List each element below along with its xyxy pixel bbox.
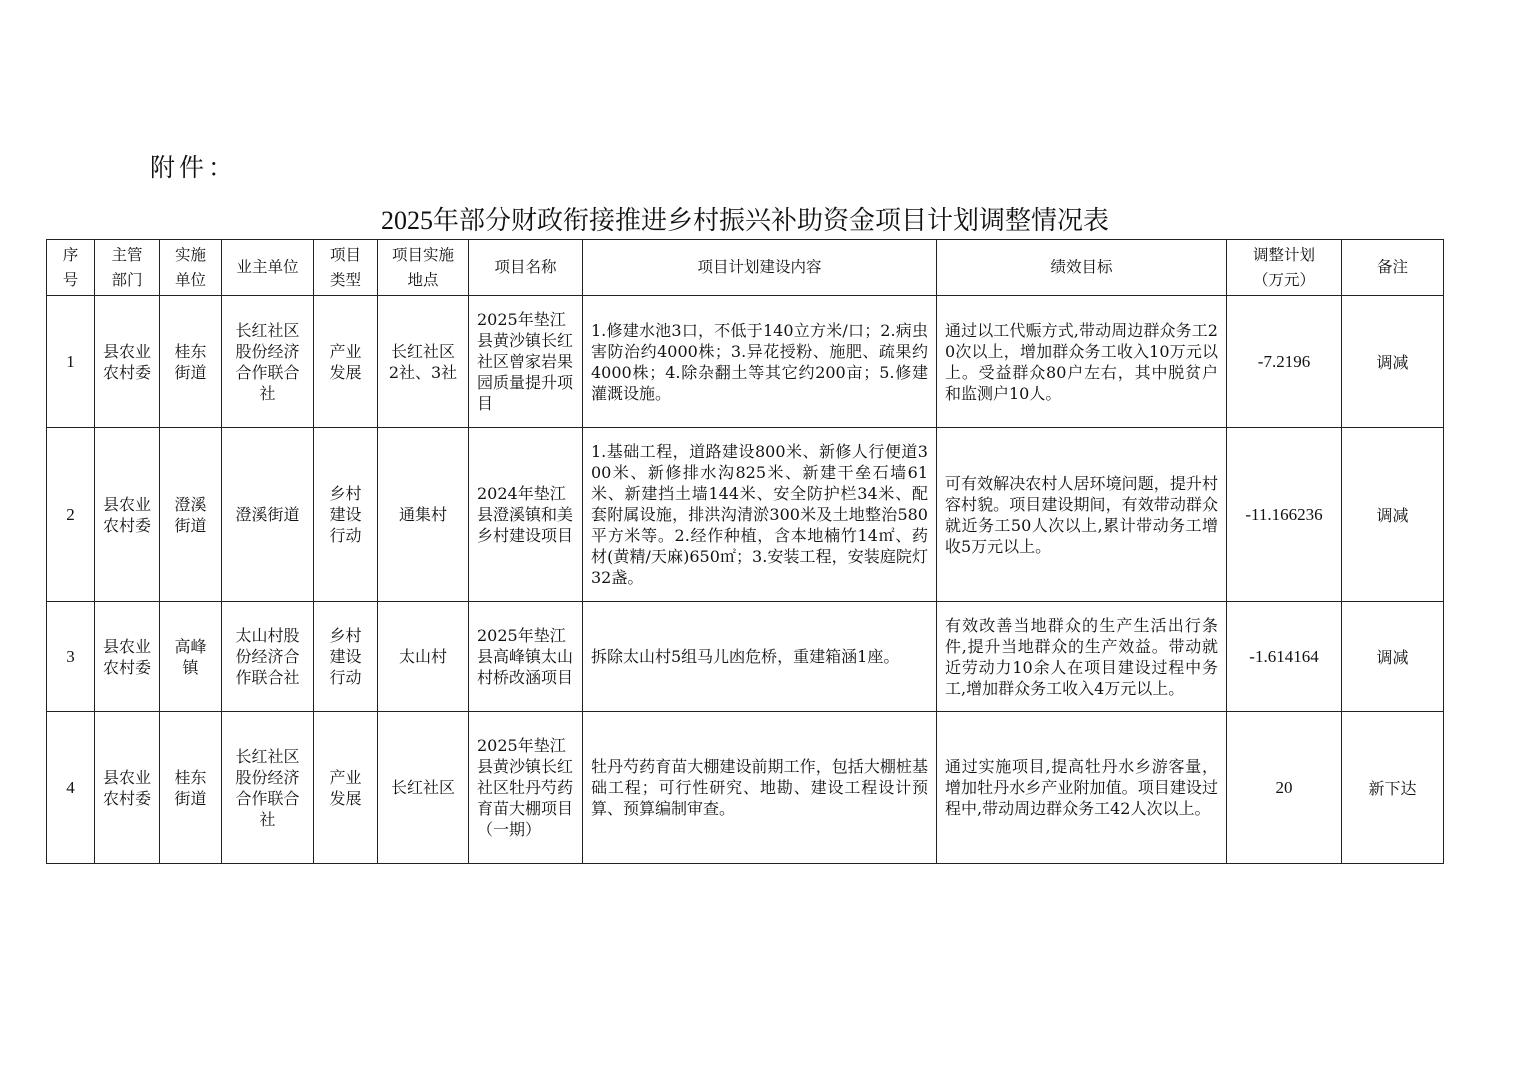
row-impl: 高峰镇 bbox=[160, 602, 222, 712]
row-seq: 3 bbox=[47, 602, 95, 712]
row-impl: 桂东街道 bbox=[160, 296, 222, 428]
table-row bbox=[47, 602, 1444, 712]
header-owner: 业主单位 bbox=[222, 240, 314, 296]
table-row bbox=[47, 296, 1444, 428]
row-impl: 桂东街道 bbox=[160, 712, 222, 864]
row-owner: 长红社区股份经济合作联合社 bbox=[222, 712, 314, 864]
header-type: 项目类型 bbox=[314, 240, 378, 296]
row-target: 通过以工代赈方式,带动周边群众务工20次以上，增加群众务工收入10万元以上。受益群众80户左右，其中脱贫户和监测户10人。 bbox=[937, 296, 1227, 428]
header-impl: 实施单位 bbox=[160, 240, 222, 296]
header-note: 备注 bbox=[1342, 240, 1444, 296]
row-content: 牡丹芍药育苗大棚建设前期工作，包括大棚桩基础工程；可行性研究、地勘、建设工程设计预算、预算编制审查。 bbox=[583, 712, 937, 864]
row-target: 可有效解决农村人居环境问题，提升村容村貌。项目建设期间，有效带动群众就近务工50人次以上,累计带动务工增收5万元以上。 bbox=[937, 428, 1227, 602]
table-row bbox=[47, 428, 1444, 602]
row-owner: 太山村股份经济合作联合社 bbox=[222, 602, 314, 712]
header-seq: 序号 bbox=[47, 240, 95, 296]
row-type: 产业发展 bbox=[314, 712, 378, 864]
row-adjust: -1.614164 bbox=[1227, 602, 1342, 712]
header-target: 绩效目标 bbox=[937, 240, 1227, 296]
row-adjust: 20 bbox=[1227, 712, 1342, 864]
row-seq: 4 bbox=[47, 712, 95, 864]
row-type: 产业发展 bbox=[314, 296, 378, 428]
row-seq: 2 bbox=[47, 428, 95, 602]
document-title: 2025年部分财政衔接推进乡村振兴补助资金项目计划调整情况表 bbox=[380, 206, 1109, 235]
row-target: 通过实施项目,提高牡丹水乡游客量，增加牡丹水乡产业附加值。项目建设过程中,带动周边群众务工42人次以上。 bbox=[937, 712, 1227, 864]
row-location: 长红社区2社、3社 bbox=[378, 296, 469, 428]
header-location: 项目实施地点 bbox=[378, 240, 469, 296]
row-type: 乡村建设行动 bbox=[314, 602, 378, 712]
attachment-label: 附件： bbox=[150, 153, 238, 182]
header-dept: 主管部门 bbox=[95, 240, 160, 296]
header-content: 项目计划建设内容 bbox=[583, 240, 937, 296]
row-note: 调减 bbox=[1342, 602, 1444, 712]
project-plan-table bbox=[46, 239, 1444, 864]
row-dept: 县农业农村委 bbox=[95, 602, 160, 712]
row-dept: 县农业农村委 bbox=[95, 428, 160, 602]
row-location: 太山村 bbox=[378, 602, 469, 712]
row-location: 长红社区 bbox=[378, 712, 469, 864]
row-project-name: 2025年垫江县黄沙镇长红社区牡丹芍药育苗大棚项目（一期） bbox=[469, 712, 583, 864]
row-adjust: -7.2196 bbox=[1227, 296, 1342, 428]
row-project-name: 2025年垫江县黄沙镇长红社区曾家岩果园质量提升项目 bbox=[469, 296, 583, 428]
row-content: 1.基础工程，道路建设800米、新修人行便道300米、新修排水沟825米、新建干垒石墙61米、新建挡土墙144米、安全防护栏34米、配套附属设施，排洪沟清淤300米及土地整治580平方米等。2.经作种植，含本地楠竹14㎡、药材(黄精/天麻)650㎡；3.安装工程，安装庭院灯32盏。 bbox=[583, 428, 937, 602]
row-owner: 澄溪街道 bbox=[222, 428, 314, 602]
row-type: 乡村建设行动 bbox=[314, 428, 378, 602]
row-note: 调减 bbox=[1342, 296, 1444, 428]
row-content: 拆除太山村5组马儿凼危桥，重建箱涵1座。 bbox=[583, 602, 937, 712]
row-project-name: 2025年垫江县高峰镇太山村桥改涵项目 bbox=[469, 602, 583, 712]
table-row bbox=[47, 712, 1444, 864]
row-dept: 县农业农村委 bbox=[95, 296, 160, 428]
row-dept: 县农业农村委 bbox=[95, 712, 160, 864]
row-target: 有效改善当地群众的生产生活出行条件,提升当地群众的生产效益。带动就近劳动力10余人在项目建设过程中务工,增加群众务工收入4万元以上。 bbox=[937, 602, 1227, 712]
table-header-row bbox=[47, 240, 1444, 296]
row-impl: 澄溪街道 bbox=[160, 428, 222, 602]
row-project-name: 2024年垫江县澄溪镇和美乡村建设项目 bbox=[469, 428, 583, 602]
header-adjust: 调整计划（万元） bbox=[1227, 240, 1342, 296]
row-note: 新下达 bbox=[1342, 712, 1444, 864]
row-owner: 长红社区股份经济合作联合社 bbox=[222, 296, 314, 428]
row-seq: 1 bbox=[47, 296, 95, 428]
row-location: 通集村 bbox=[378, 428, 469, 602]
row-note: 调减 bbox=[1342, 428, 1444, 602]
row-content: 1.修建水池3口，不低于140立方米/口；2.病虫害防治约4000株；3.异花授粉、施肥、疏果约4000株；4.除杂翻土等其它约200亩；5.修建灌溉设施。 bbox=[583, 296, 937, 428]
row-adjust: -11.166236 bbox=[1227, 428, 1342, 602]
header-name: 项目名称 bbox=[469, 240, 583, 296]
